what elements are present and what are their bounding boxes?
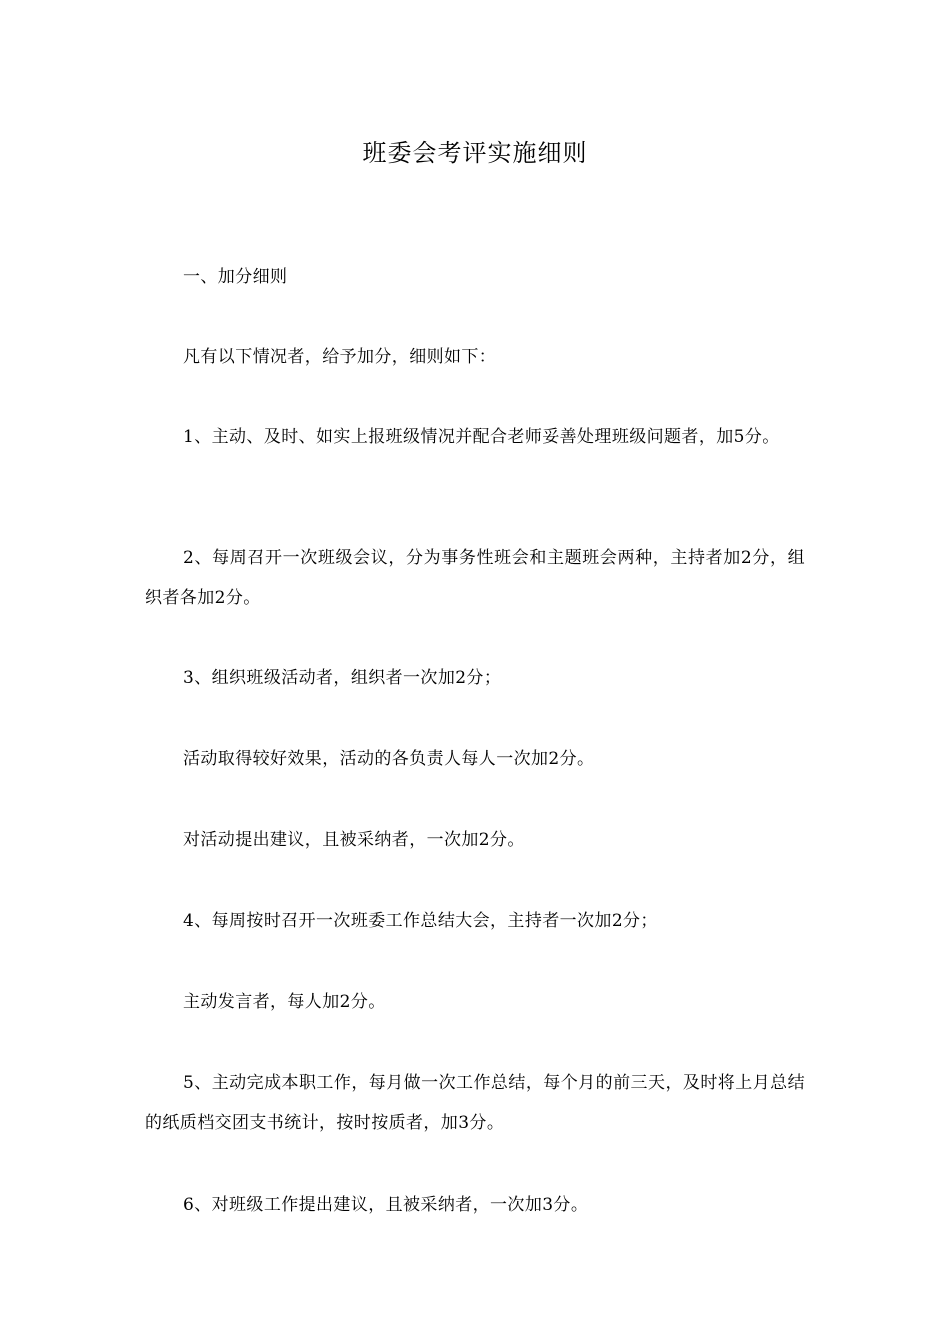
paragraph-item-3: 3、组织班级活动者，组织者一次加2分； — [183, 668, 502, 688]
paragraph-item-5: 5、主动完成本职工作，每月做一次工作总结，每个月的前三天，及时将上月总结的纸质档交团支书统计，按时按质者，加3分。 — [145, 1073, 805, 1133]
paragraph-item-4-speakers: 主动发言者，每人加2分。 — [183, 992, 386, 1012]
paragraph-item-4: 4、每周按时召开一次班委工作总结大会，主持者一次加2分； — [183, 911, 658, 931]
paragraph-item-3-suggestion: 对活动提出建议，且被采纳者，一次加2分。 — [183, 830, 525, 850]
paragraph-item-3-effect: 活动取得较好效果，活动的各负责人每人一次加2分。 — [183, 749, 595, 769]
paragraph-intro: 凡有以下情况者，给予加分，细则如下： — [183, 347, 497, 367]
document-title: 班委会考评实施细则 — [362, 139, 588, 167]
section-heading-bonus: 一、加分细则 — [183, 267, 288, 287]
paragraph-item-2: 2、每周召开一次班级会议，分为事务性班会和主题班会两种，主持者加2分，组织者各加2分。 — [145, 548, 805, 608]
paragraph-item-6: 6、对班级工作提出建议，且被采纳者，一次加3分。 — [183, 1195, 589, 1215]
paragraph-item-1: 1、主动、及时、如实上报班级情况并配合老师妥善处理班级问题者，加5分。 — [183, 427, 780, 447]
